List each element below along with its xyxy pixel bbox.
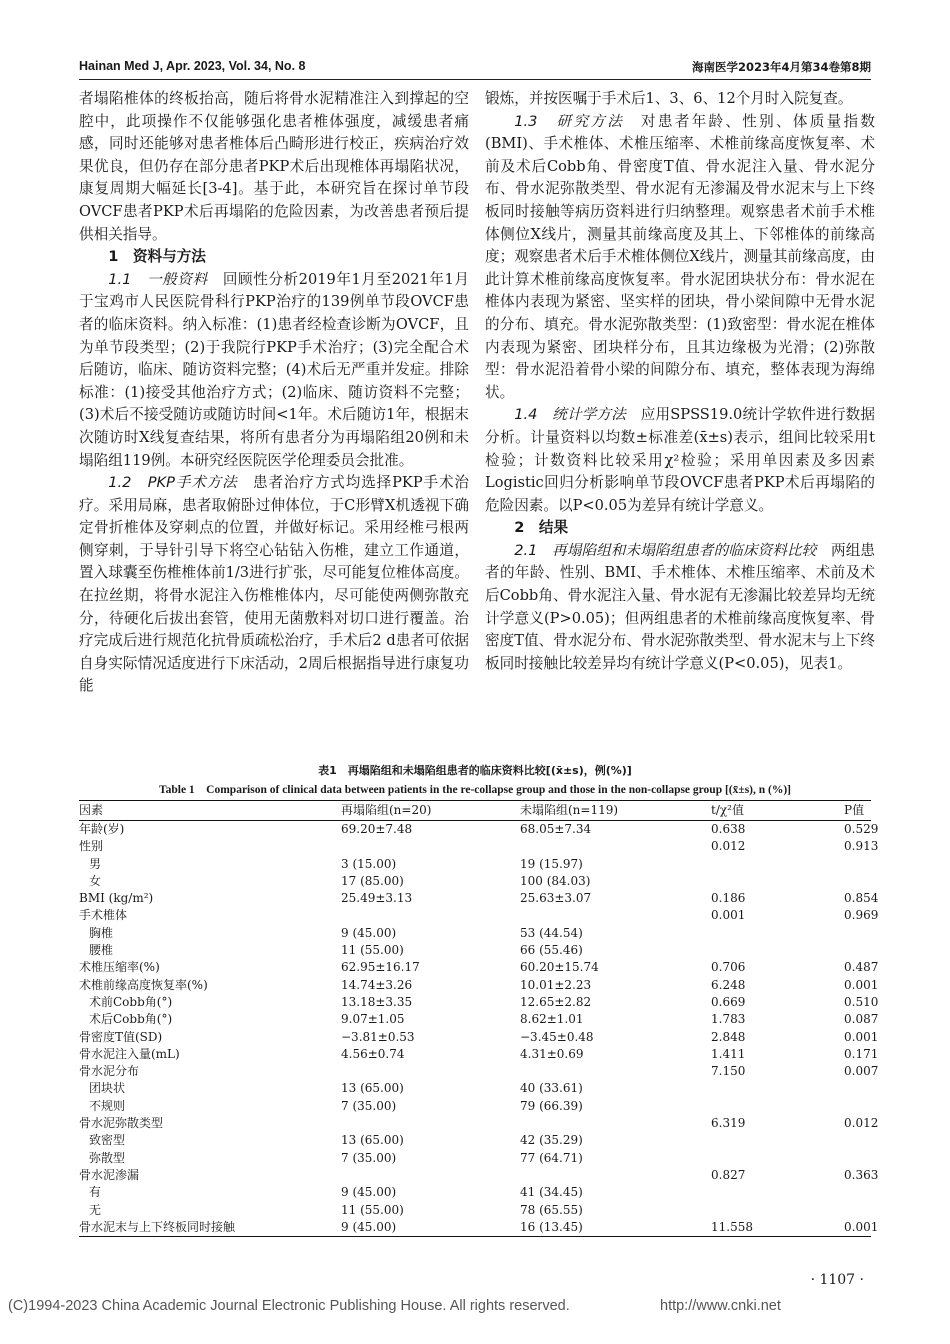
row-label: 男 bbox=[89, 856, 102, 871]
subsection-heading: 1.4 统计学方法 bbox=[514, 406, 627, 424]
row-label: 术前Cobb角(°) bbox=[89, 994, 173, 1009]
row-label: BMI (kg/m²) bbox=[79, 891, 154, 906]
p-value: 0.001 bbox=[844, 1219, 879, 1234]
table-row bbox=[79, 907, 879, 924]
table-row bbox=[79, 1098, 871, 1115]
table-row bbox=[79, 942, 871, 959]
table-row bbox=[79, 1011, 879, 1028]
stat-value: 6.319 bbox=[711, 1116, 746, 1131]
recollapse-value: 25.49±3.13 bbox=[341, 891, 413, 906]
table-row bbox=[79, 873, 871, 890]
table-header-row bbox=[79, 801, 871, 820]
subsection-heading: 1.3 研究方法 bbox=[514, 112, 625, 130]
subsection-heading: 2.1 再塌陷组和未塌陷组患者的临床资料比较 bbox=[514, 541, 817, 559]
table-row bbox=[79, 1219, 879, 1236]
left-column bbox=[79, 88, 469, 698]
noncollapse-value: 16 (13.45) bbox=[520, 1219, 583, 1234]
p-value: 0.363 bbox=[844, 1167, 879, 1182]
row-label: 腰椎 bbox=[89, 943, 114, 958]
table-row bbox=[79, 1184, 871, 1201]
journal-citation-cn: 海南医学2023年4月第34卷第8期 bbox=[691, 60, 871, 74]
section-heading bbox=[485, 517, 875, 540]
paragraph bbox=[79, 472, 469, 698]
row-label: 致密型 bbox=[89, 1133, 126, 1148]
recollapse-value: 9 (45.00) bbox=[341, 1185, 397, 1200]
noncollapse-value: 41 (34.45) bbox=[520, 1185, 583, 1200]
paragraph-text: 锻炼，并按医嘱于手术后1、3、6、12个月时入院复查。 bbox=[485, 90, 853, 107]
table-caption-en: Table 1 Comparison of clinical data between patients in the re-collapse group and those in the non-collapse group [(x̄±s), n (%)] bbox=[158, 784, 792, 796]
recollapse-value: 17 (85.00) bbox=[341, 873, 404, 888]
paragraph bbox=[485, 111, 875, 405]
stat-value: 2.848 bbox=[711, 1029, 746, 1044]
noncollapse-value: −3.45±0.48 bbox=[520, 1029, 594, 1044]
p-value: 0.171 bbox=[844, 1046, 879, 1061]
recollapse-value: −3.81±0.53 bbox=[341, 1029, 415, 1044]
header-rule bbox=[79, 79, 871, 80]
recollapse-value: 13 (65.00) bbox=[341, 1081, 404, 1096]
row-label: 术椎压缩率(%) bbox=[79, 960, 160, 975]
row-label: 骨水泥末与上下终板同时接触 bbox=[79, 1219, 236, 1234]
recollapse-value: 11 (55.00) bbox=[341, 1202, 404, 1217]
paragraph bbox=[79, 88, 469, 246]
table-bottom-rule bbox=[79, 1236, 871, 1237]
running-header bbox=[79, 55, 871, 77]
stat-value: 0.001 bbox=[711, 908, 746, 923]
stat-value: 0.706 bbox=[711, 960, 746, 975]
noncollapse-value: 100 (84.03) bbox=[520, 873, 591, 888]
noncollapse-value: 53 (44.54) bbox=[520, 925, 583, 940]
recollapse-value: 62.95±16.17 bbox=[341, 960, 420, 975]
table-row bbox=[79, 1080, 871, 1097]
row-label: 性别 bbox=[79, 839, 104, 854]
paragraph bbox=[79, 269, 469, 472]
heading-text: 2 结果 bbox=[514, 519, 569, 537]
stat-value: 0.186 bbox=[711, 891, 746, 906]
recollapse-value: 7 (35.00) bbox=[341, 1150, 397, 1165]
row-label: 女 bbox=[89, 873, 102, 888]
noncollapse-value: 68.05±7.34 bbox=[520, 822, 592, 836]
row-label: 术椎前缘高度恢复率(%) bbox=[79, 977, 208, 992]
table-row bbox=[79, 890, 879, 907]
row-label: 骨水泥渗漏 bbox=[79, 1167, 140, 1182]
stat-value: 11.558 bbox=[711, 1219, 753, 1234]
table-row bbox=[79, 977, 879, 994]
header-noncollapse: 未塌陷组(n=119) bbox=[520, 803, 619, 817]
p-value: 0.913 bbox=[844, 839, 879, 854]
table-row bbox=[79, 1202, 871, 1219]
row-label: 年龄(岁) bbox=[79, 822, 125, 836]
table-row bbox=[79, 821, 879, 838]
recollapse-value: 3 (15.00) bbox=[341, 856, 397, 871]
row-label: 无 bbox=[89, 1202, 102, 1217]
noncollapse-value: 79 (66.39) bbox=[520, 1098, 583, 1113]
copyright-notice: (C)1994-2023 China Academic Journal Electronic Publishing House. All rights reserved. bbox=[8, 1298, 570, 1314]
table-row bbox=[79, 856, 871, 873]
row-label: 不规则 bbox=[89, 1098, 126, 1113]
row-label: 手术椎体 bbox=[79, 908, 128, 923]
noncollapse-value: 66 (55.46) bbox=[520, 943, 583, 958]
table-row bbox=[79, 925, 871, 942]
stat-value: 0.638 bbox=[711, 822, 746, 836]
table-body bbox=[79, 821, 879, 1236]
recollapse-value: 9 (45.00) bbox=[341, 925, 397, 940]
stat-value: 0.827 bbox=[711, 1167, 746, 1182]
stat-value: 1.411 bbox=[711, 1046, 746, 1061]
table-row bbox=[79, 1063, 879, 1080]
p-value: 0.969 bbox=[844, 908, 879, 923]
recollapse-value: 4.56±0.74 bbox=[341, 1046, 405, 1061]
noncollapse-value: 19 (15.97) bbox=[520, 856, 583, 871]
recollapse-value: 14.74±3.26 bbox=[341, 977, 413, 992]
paragraph-text: 回顾性分析2019年1月至2021年1月于宝鸡市人民医院骨科行PKP治疗的139例单节段OVCF患者的临床资料。纳入标准：(1)患者经检查诊断为OVCF，且为单节段类型；(2)于我院行PKP手术治疗；(3)完全配合术后随访，临床、随访资料完整；(4)术后无严重并发症。排除标准：(1)接受其他治疗方式；(2)临床、随访资料不完整；(3)术后不接受随访或随访时间<1年。术后随访1年，根据末次随访时X线复查结果，将所有患者分为再塌陷组20例和未塌陷组119例。本研究经医院医学伦理委员会批准。 bbox=[79, 270, 469, 469]
noncollapse-value: 42 (35.29) bbox=[520, 1133, 583, 1148]
noncollapse-value: 78 (65.55) bbox=[520, 1202, 583, 1217]
stat-value: 6.248 bbox=[711, 977, 746, 992]
section-heading bbox=[79, 246, 469, 269]
paragraph-text: 者塌陷椎体的终板抬高，随后将骨水泥精准注入到撑起的空腔中，此项操作不仅能够强化患者椎体强度，减缓患者痛感，同时还能够对患者椎体后凸畸形进行校正，疾病治疗效果优良，但仍存在部分患者PKP术后出现椎体再塌陷状况，康复周期大幅延长[3-4]。基于此，本研究旨在探讨单节段OVCF患者PKP术后再塌陷的危险因素，为改善患者预后提供相关指导。 bbox=[79, 90, 469, 243]
noncollapse-value: 8.62±1.01 bbox=[520, 1012, 584, 1027]
paragraph-text: 患者治疗方式均选择PKP手术治疗。采用局麻，患者取俯卧过伸体位，于C形臂X机透视下确定骨折椎体及穿刺点的位置，并做好标记。采用经椎弓根两侧穿刺，于导针引导下将空心钻钻入伤椎，建立工作通道，置入球囊至伤椎椎体前1/3进行扩张，尽可能复位椎体高度。在拉丝期，将骨水泥注入伤椎椎体内，尽可能使两侧弥散充分，待硬化后拔出套管，使用无菌敷料对切口进行覆盖。治疗完成后进行规范化抗骨质疏松治疗，手术后2 d患者可依据自身实际情况适度进行下床活动，2周后根据指导进行康复功能 bbox=[79, 474, 469, 695]
row-label: 骨水泥分布 bbox=[79, 1064, 140, 1079]
noncollapse-value: 4.31±0.69 bbox=[520, 1046, 584, 1061]
p-value: 0.529 bbox=[844, 822, 879, 836]
header-p: P值 bbox=[844, 803, 865, 817]
recollapse-value: 9.07±1.05 bbox=[341, 1012, 405, 1027]
row-label: 胸椎 bbox=[89, 925, 114, 940]
paragraph bbox=[485, 540, 875, 676]
table-row bbox=[79, 994, 879, 1011]
table-row bbox=[79, 1115, 879, 1132]
paragraph-text: 应用SPSS19.0统计学软件进行数据分析。计量资料以均数±标准差(x̄±s)表示，组间比较采用t检验；计数资料比较采用χ²检验；采用单因素及多因素Logistic回归分析影响单节段OVCF患者PKP术后再塌陷的危险因素。以P<0.05为差异有统计学意义。 bbox=[485, 406, 875, 514]
stat-value: 0.669 bbox=[711, 994, 746, 1009]
noncollapse-value: 60.20±15.74 bbox=[520, 960, 599, 975]
p-value: 0.012 bbox=[844, 1116, 879, 1131]
stat-value: 1.783 bbox=[711, 1012, 746, 1027]
p-value: 0.007 bbox=[844, 1064, 879, 1079]
cnki-link[interactable]: http://www.cnki.net bbox=[660, 1298, 781, 1314]
table-row bbox=[79, 959, 879, 976]
p-value: 0.001 bbox=[844, 977, 879, 992]
stat-value: 0.012 bbox=[711, 839, 746, 854]
recollapse-value: 13 (65.00) bbox=[341, 1133, 404, 1148]
table-row bbox=[79, 1150, 871, 1167]
header-recollapse: 再塌陷组(n=20) bbox=[341, 803, 432, 817]
recollapse-value: 69.20±7.48 bbox=[341, 822, 413, 836]
table-caption-cn: 表1 再塌陷组和未塌陷组患者的临床资料比较[(x̄±s)，例(%)] bbox=[318, 764, 632, 777]
noncollapse-value: 10.01±2.23 bbox=[520, 977, 592, 992]
row-label: 团块状 bbox=[89, 1081, 126, 1096]
noncollapse-value: 40 (33.61) bbox=[520, 1081, 583, 1096]
subsection-heading: 1.1 一般资料 bbox=[108, 270, 208, 288]
data-table bbox=[79, 800, 879, 1237]
table-row bbox=[79, 1167, 879, 1184]
paragraph bbox=[485, 88, 875, 111]
recollapse-value: 7 (35.00) bbox=[341, 1098, 397, 1113]
noncollapse-value: 77 (64.71) bbox=[520, 1150, 583, 1165]
recollapse-value: 13.18±3.35 bbox=[341, 994, 413, 1009]
table-row bbox=[79, 1029, 879, 1046]
page-number: · 1107 · bbox=[810, 1272, 864, 1288]
stat-value: 7.150 bbox=[711, 1064, 746, 1079]
row-label: 骨密度T值(SD) bbox=[79, 1029, 163, 1044]
noncollapse-value: 12.65±2.82 bbox=[520, 994, 592, 1009]
p-value: 0.487 bbox=[844, 960, 879, 975]
noncollapse-value: 25.63±3.07 bbox=[520, 891, 592, 906]
paragraph bbox=[485, 404, 875, 517]
row-label: 有 bbox=[89, 1185, 102, 1200]
p-value: 0.854 bbox=[844, 891, 879, 906]
table-row bbox=[79, 1132, 871, 1149]
paragraph-text: 对患者年龄、性别、体质量指数(BMI)、手术椎体、术椎压缩率、术椎前缘高度恢复率、术前及术后Cobb角、骨密度T值、骨水泥注入量、骨水泥分布、骨水泥弥散类型、骨水泥有无渗漏及骨水泥末与上下终板同时接触等病历资料进行归纳整理。观察患者术前手术椎体侧位X线片，测量其前缘高度及其上、下邻椎体的前缘高度；观察患者术后手术椎体侧位X线片，测量其前缘高度，由此计算术椎前缘高度恢复率。骨水泥团块状分布：骨水泥在椎体内表现为紧密、坚实样的团块，骨小梁间隙中无骨水泥的分布、填充。骨水泥弥散类型：(1)致密型：骨水泥在椎体内表现为紧密、团块样分布，且其边缘极为光滑；(2)弥散型：骨水泥沿着骨小梁的间隙分布、填充，整体表现为海绵状。 bbox=[485, 112, 875, 401]
table-row bbox=[79, 1046, 879, 1063]
recollapse-value: 11 (55.00) bbox=[341, 943, 404, 958]
heading-text: 1 资料与方法 bbox=[108, 248, 206, 266]
row-label: 骨水泥注入量(mL) bbox=[79, 1046, 180, 1061]
recollapse-value: 9 (45.00) bbox=[341, 1219, 397, 1234]
row-label: 术后Cobb角(°) bbox=[89, 1012, 173, 1027]
p-value: 0.001 bbox=[844, 1029, 879, 1044]
right-column bbox=[485, 88, 875, 675]
journal-citation: Hainan Med J, Apr. 2023, Vol. 34, No. 8 bbox=[79, 59, 306, 73]
subsection-heading: 1.2 PKP手术方法 bbox=[108, 474, 238, 492]
paragraph-text: 两组患者的年龄、性别、BMI、手术椎体、术椎压缩率、术前及术后Cobb角、骨水泥注入量、骨水泥有无渗漏比较差异均无统计学意义(P>0.05)；但两组患者的术椎前缘高度恢复率、骨密度T值、骨水泥分布、骨水泥弥散类型、骨水泥末与上下终板同时接触比较差异均有统计学意义(P<0.05)，见表1。 bbox=[485, 541, 875, 672]
p-value: 0.087 bbox=[844, 1012, 879, 1027]
row-label: 骨水泥弥散类型 bbox=[79, 1116, 164, 1131]
header-stat: t/χ²值 bbox=[711, 803, 744, 817]
row-label: 弥散型 bbox=[89, 1150, 126, 1165]
header-factor: 因素 bbox=[79, 803, 104, 817]
p-value: 0.510 bbox=[844, 994, 879, 1009]
table-row bbox=[79, 838, 879, 855]
